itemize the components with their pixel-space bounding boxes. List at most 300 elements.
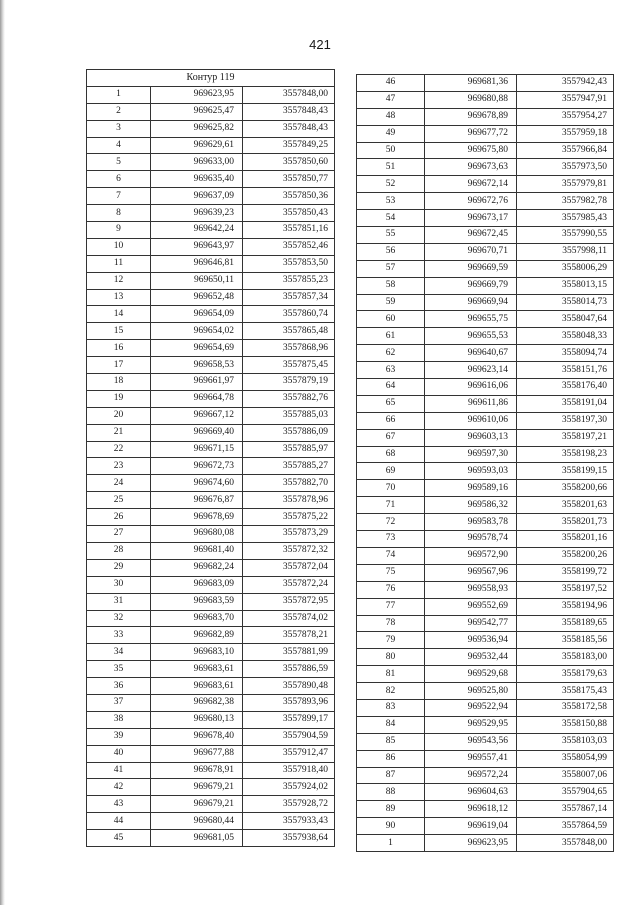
coord-x: 969673,63 xyxy=(425,159,517,176)
coord-y: 3557990,55 xyxy=(517,227,614,244)
table-row xyxy=(87,728,335,745)
coord-y: 3558201,63 xyxy=(517,497,614,514)
table-row xyxy=(87,559,335,576)
point-number: 47 xyxy=(357,91,425,108)
coord-y: 3558150,88 xyxy=(517,716,614,733)
table-row xyxy=(87,678,335,695)
point-number: 21 xyxy=(87,424,151,441)
coord-y: 3558013,15 xyxy=(517,277,614,294)
coord-y: 3558185,56 xyxy=(517,632,614,649)
coord-x: 969654,02 xyxy=(151,323,243,340)
coord-y: 3557855,23 xyxy=(243,272,335,289)
coord-y: 3557966,84 xyxy=(517,142,614,159)
coord-x: 969678,89 xyxy=(425,108,517,125)
point-number: 20 xyxy=(87,407,151,424)
point-number: 28 xyxy=(87,542,151,559)
point-number: 31 xyxy=(87,593,151,610)
point-number: 5 xyxy=(87,154,151,171)
point-number: 1 xyxy=(87,86,151,103)
coord-y: 3558200,26 xyxy=(517,547,614,564)
point-number: 53 xyxy=(357,193,425,210)
coord-y: 3557848,00 xyxy=(517,835,614,852)
coord-x: 969625,82 xyxy=(151,120,243,137)
point-number: 9 xyxy=(87,222,151,239)
point-number: 15 xyxy=(87,323,151,340)
table-row xyxy=(87,745,335,762)
table-row xyxy=(357,547,614,564)
coord-y: 3557973,50 xyxy=(517,159,614,176)
point-number: 33 xyxy=(87,627,151,644)
coord-x: 969583,78 xyxy=(425,514,517,531)
coord-y: 3558201,73 xyxy=(517,514,614,531)
point-number: 7 xyxy=(87,188,151,205)
point-number: 60 xyxy=(357,311,425,328)
table-row xyxy=(87,542,335,559)
table-row xyxy=(87,627,335,644)
coord-x: 969618,12 xyxy=(425,801,517,818)
table-row xyxy=(87,492,335,509)
coord-x: 969681,40 xyxy=(151,542,243,559)
table-row xyxy=(357,91,614,108)
coord-y: 3557942,43 xyxy=(517,75,614,92)
coord-x: 969655,75 xyxy=(425,311,517,328)
point-number: 87 xyxy=(357,767,425,784)
coord-x: 969529,95 xyxy=(425,716,517,733)
point-number: 32 xyxy=(87,610,151,627)
point-number: 49 xyxy=(357,125,425,142)
table-row xyxy=(87,526,335,543)
contour-title: Контур 119 xyxy=(87,70,335,87)
coord-y: 3558103,03 xyxy=(517,733,614,750)
point-number: 42 xyxy=(87,779,151,796)
coord-x: 969532,44 xyxy=(425,649,517,666)
table-row xyxy=(357,176,614,193)
table-row xyxy=(87,593,335,610)
point-number: 81 xyxy=(357,666,425,683)
table-row xyxy=(87,137,335,154)
coord-x: 969589,16 xyxy=(425,480,517,497)
coord-y: 3557904,65 xyxy=(517,784,614,801)
table-row xyxy=(357,733,614,750)
coord-x: 969572,24 xyxy=(425,767,517,784)
coord-x: 969529,68 xyxy=(425,666,517,683)
table-row xyxy=(357,750,614,767)
coord-x: 969610,06 xyxy=(425,412,517,429)
table-row xyxy=(87,289,335,306)
coord-x: 969543,56 xyxy=(425,733,517,750)
point-number: 82 xyxy=(357,683,425,700)
point-number: 34 xyxy=(87,644,151,661)
table-row xyxy=(87,103,335,120)
coord-x: 969623,95 xyxy=(151,86,243,103)
table-row xyxy=(87,407,335,424)
coord-x: 969669,79 xyxy=(425,277,517,294)
coord-y: 3557852,46 xyxy=(243,238,335,255)
coord-x: 969639,23 xyxy=(151,205,243,222)
coord-x: 969604,63 xyxy=(425,784,517,801)
point-number: 62 xyxy=(357,345,425,362)
coord-x: 969522,94 xyxy=(425,699,517,716)
coord-x: 969558,93 xyxy=(425,581,517,598)
coord-x: 969680,44 xyxy=(151,813,243,830)
coord-x: 969652,48 xyxy=(151,289,243,306)
point-number: 88 xyxy=(357,784,425,801)
coord-y: 3558014,73 xyxy=(517,294,614,311)
table-row xyxy=(87,188,335,205)
table-row xyxy=(87,357,335,374)
coord-y: 3557879,19 xyxy=(243,374,335,391)
coord-x: 969623,14 xyxy=(425,362,517,379)
table-row xyxy=(87,762,335,779)
coord-x: 969680,13 xyxy=(151,711,243,728)
point-number: 25 xyxy=(87,492,151,509)
coord-y: 3558047,64 xyxy=(517,311,614,328)
coord-x: 969678,91 xyxy=(151,762,243,779)
coord-y: 3557850,36 xyxy=(243,188,335,205)
point-number: 45 xyxy=(87,830,151,847)
coord-y: 3558197,30 xyxy=(517,412,614,429)
coord-y: 3557853,50 xyxy=(243,255,335,272)
coord-x: 969611,86 xyxy=(425,395,517,412)
coordinates-table-right xyxy=(356,74,614,852)
table-row xyxy=(87,340,335,357)
table-row xyxy=(357,784,614,801)
coord-y: 3557857,34 xyxy=(243,289,335,306)
coord-x: 969683,10 xyxy=(151,644,243,661)
point-number: 1 xyxy=(357,835,425,852)
coord-x: 969664,78 xyxy=(151,390,243,407)
point-number: 10 xyxy=(87,238,151,255)
table-row xyxy=(87,255,335,272)
table-row xyxy=(357,379,614,396)
table-row xyxy=(357,767,614,784)
coord-y: 3557850,77 xyxy=(243,171,335,188)
point-number: 29 xyxy=(87,559,151,576)
table-row xyxy=(357,818,614,835)
point-number: 48 xyxy=(357,108,425,125)
table-row xyxy=(357,801,614,818)
coord-x: 969683,70 xyxy=(151,610,243,627)
point-number: 2 xyxy=(87,103,151,120)
coord-y: 3557860,74 xyxy=(243,306,335,323)
table-row xyxy=(87,779,335,796)
point-number: 86 xyxy=(357,750,425,767)
point-number: 65 xyxy=(357,395,425,412)
table-row xyxy=(87,644,335,661)
coord-x: 969679,21 xyxy=(151,796,243,813)
coord-y: 3557886,09 xyxy=(243,424,335,441)
coord-y: 3557985,43 xyxy=(517,210,614,227)
coord-x: 969673,17 xyxy=(425,210,517,227)
point-number: 43 xyxy=(87,796,151,813)
coord-x: 969603,13 xyxy=(425,429,517,446)
coord-x: 969654,69 xyxy=(151,340,243,357)
coord-x: 969672,45 xyxy=(425,227,517,244)
point-number: 46 xyxy=(357,75,425,92)
coord-y: 3557979,81 xyxy=(517,176,614,193)
coord-y: 3557878,96 xyxy=(243,492,335,509)
table-row xyxy=(357,564,614,581)
point-number: 69 xyxy=(357,463,425,480)
page-number: 421 xyxy=(309,37,331,52)
table-row xyxy=(357,227,614,244)
table-row xyxy=(87,475,335,492)
coord-y: 3557850,43 xyxy=(243,205,335,222)
point-number: 61 xyxy=(357,328,425,345)
coord-y: 3557885,03 xyxy=(243,407,335,424)
table-row xyxy=(87,694,335,711)
point-number: 70 xyxy=(357,480,425,497)
coord-x: 969635,40 xyxy=(151,171,243,188)
point-number: 38 xyxy=(87,711,151,728)
point-number: 44 xyxy=(87,813,151,830)
table-row xyxy=(357,615,614,632)
coord-y: 3557850,60 xyxy=(243,154,335,171)
coord-y: 3557872,95 xyxy=(243,593,335,610)
table-row xyxy=(357,108,614,125)
coord-y: 3557947,91 xyxy=(517,91,614,108)
table-row xyxy=(357,294,614,311)
table-row xyxy=(357,632,614,649)
table-row xyxy=(357,125,614,142)
table-row xyxy=(357,666,614,683)
coord-y: 3558183,00 xyxy=(517,649,614,666)
coord-x: 969681,36 xyxy=(425,75,517,92)
coord-x: 969578,74 xyxy=(425,531,517,548)
table-row xyxy=(87,154,335,171)
point-number: 75 xyxy=(357,564,425,581)
coord-x: 969616,06 xyxy=(425,379,517,396)
coord-y: 3558199,15 xyxy=(517,463,614,480)
coord-x: 969572,90 xyxy=(425,547,517,564)
table-row xyxy=(357,311,614,328)
table-row xyxy=(357,159,614,176)
coord-x: 969683,61 xyxy=(151,678,243,695)
coord-y: 3557868,96 xyxy=(243,340,335,357)
coord-x: 969677,88 xyxy=(151,745,243,762)
coord-y: 3557924,02 xyxy=(243,779,335,796)
point-number: 22 xyxy=(87,441,151,458)
table-row xyxy=(357,480,614,497)
point-number: 67 xyxy=(357,429,425,446)
table-row xyxy=(87,424,335,441)
coord-y: 3557885,27 xyxy=(243,458,335,475)
coord-y: 3557872,24 xyxy=(243,576,335,593)
coord-y: 3558194,96 xyxy=(517,598,614,615)
table-row xyxy=(357,649,614,666)
coord-x: 969672,14 xyxy=(425,176,517,193)
point-number: 85 xyxy=(357,733,425,750)
coord-y: 3557848,43 xyxy=(243,120,335,137)
coord-y: 3557874,02 xyxy=(243,610,335,627)
table-row xyxy=(87,458,335,475)
coord-x: 969671,15 xyxy=(151,441,243,458)
coord-x: 969683,59 xyxy=(151,593,243,610)
point-number: 58 xyxy=(357,277,425,294)
table-row xyxy=(357,699,614,716)
point-number: 90 xyxy=(357,818,425,835)
coord-y: 3558197,52 xyxy=(517,581,614,598)
coord-y: 3557867,14 xyxy=(517,801,614,818)
table-row xyxy=(357,835,614,852)
table-row xyxy=(357,328,614,345)
point-number: 51 xyxy=(357,159,425,176)
coord-y: 3557933,43 xyxy=(243,813,335,830)
coord-x: 969669,40 xyxy=(151,424,243,441)
table-row xyxy=(357,429,614,446)
point-number: 23 xyxy=(87,458,151,475)
coord-x: 969677,72 xyxy=(425,125,517,142)
coord-y: 3557982,78 xyxy=(517,193,614,210)
table-row xyxy=(357,412,614,429)
coord-x: 969552,69 xyxy=(425,598,517,615)
coord-y: 3557938,64 xyxy=(243,830,335,847)
point-number: 80 xyxy=(357,649,425,666)
point-number: 39 xyxy=(87,728,151,745)
coord-y: 3557875,22 xyxy=(243,509,335,526)
coord-y: 3557848,43 xyxy=(243,103,335,120)
point-number: 63 xyxy=(357,362,425,379)
point-number: 30 xyxy=(87,576,151,593)
point-number: 18 xyxy=(87,374,151,391)
table-row xyxy=(87,796,335,813)
coord-x: 969683,61 xyxy=(151,661,243,678)
table-row xyxy=(357,581,614,598)
point-number: 11 xyxy=(87,255,151,272)
table-row xyxy=(87,323,335,340)
coord-x: 969586,32 xyxy=(425,497,517,514)
coord-x: 969669,94 xyxy=(425,294,517,311)
coord-x: 969642,24 xyxy=(151,222,243,239)
coord-y: 3558198,23 xyxy=(517,446,614,463)
point-number: 35 xyxy=(87,661,151,678)
coord-y: 3557890,48 xyxy=(243,678,335,695)
table-row xyxy=(357,75,614,92)
coord-x: 969680,88 xyxy=(425,91,517,108)
scan-edge xyxy=(0,0,5,905)
coord-y: 3557864,59 xyxy=(517,818,614,835)
point-number: 57 xyxy=(357,260,425,277)
point-number: 71 xyxy=(357,497,425,514)
table-row xyxy=(87,610,335,627)
point-number: 64 xyxy=(357,379,425,396)
coord-y: 3557872,04 xyxy=(243,559,335,576)
coord-y: 3558054,99 xyxy=(517,750,614,767)
table-row xyxy=(357,193,614,210)
coord-x: 969654,09 xyxy=(151,306,243,323)
coord-x: 969623,95 xyxy=(425,835,517,852)
point-number: 19 xyxy=(87,390,151,407)
table-row xyxy=(357,395,614,412)
coord-y: 3558048,33 xyxy=(517,328,614,345)
coord-y: 3557848,00 xyxy=(243,86,335,103)
coord-y: 3557954,27 xyxy=(517,108,614,125)
coord-y: 3557851,16 xyxy=(243,222,335,239)
table-row xyxy=(357,345,614,362)
coord-x: 969670,71 xyxy=(425,243,517,260)
point-number: 13 xyxy=(87,289,151,306)
coord-x: 969678,40 xyxy=(151,728,243,745)
coord-x: 969567,96 xyxy=(425,564,517,581)
point-number: 79 xyxy=(357,632,425,649)
coord-x: 969672,73 xyxy=(151,458,243,475)
coord-x: 969658,53 xyxy=(151,357,243,374)
coord-x: 969629,61 xyxy=(151,137,243,154)
point-number: 24 xyxy=(87,475,151,492)
table-title-row xyxy=(87,70,335,87)
point-number: 84 xyxy=(357,716,425,733)
coord-y: 3557882,70 xyxy=(243,475,335,492)
coord-x: 969646,81 xyxy=(151,255,243,272)
point-number: 59 xyxy=(357,294,425,311)
table-row xyxy=(87,120,335,137)
coord-x: 969681,05 xyxy=(151,830,243,847)
point-number: 73 xyxy=(357,531,425,548)
point-number: 89 xyxy=(357,801,425,818)
coord-x: 969679,21 xyxy=(151,779,243,796)
point-number: 14 xyxy=(87,306,151,323)
point-number: 6 xyxy=(87,171,151,188)
table-row xyxy=(357,142,614,159)
coord-x: 969633,00 xyxy=(151,154,243,171)
coord-y: 3558176,40 xyxy=(517,379,614,396)
coord-x: 969674,60 xyxy=(151,475,243,492)
point-number: 72 xyxy=(357,514,425,531)
table-row xyxy=(87,813,335,830)
table-row xyxy=(357,446,614,463)
point-number: 12 xyxy=(87,272,151,289)
table-row xyxy=(87,576,335,593)
coord-x: 969675,80 xyxy=(425,142,517,159)
point-number: 26 xyxy=(87,509,151,526)
coord-y: 3558189,65 xyxy=(517,615,614,632)
coord-x: 969525,80 xyxy=(425,683,517,700)
table-row xyxy=(357,598,614,615)
table-row xyxy=(87,272,335,289)
coord-y: 3557881,99 xyxy=(243,644,335,661)
coord-x: 969683,09 xyxy=(151,576,243,593)
point-number: 16 xyxy=(87,340,151,357)
coord-x: 969557,41 xyxy=(425,750,517,767)
table-row xyxy=(87,441,335,458)
point-number: 37 xyxy=(87,694,151,711)
table-row xyxy=(87,86,335,103)
table-row xyxy=(357,277,614,294)
coord-x: 969536,94 xyxy=(425,632,517,649)
coord-y: 3557918,40 xyxy=(243,762,335,779)
point-number: 41 xyxy=(87,762,151,779)
point-number: 8 xyxy=(87,205,151,222)
point-number: 3 xyxy=(87,120,151,137)
point-number: 40 xyxy=(87,745,151,762)
coord-x: 969669,59 xyxy=(425,260,517,277)
table-row xyxy=(357,210,614,227)
table-row xyxy=(87,171,335,188)
coord-y: 3558200,66 xyxy=(517,480,614,497)
table-row xyxy=(87,306,335,323)
coord-x: 969593,03 xyxy=(425,463,517,480)
coord-y: 3557899,17 xyxy=(243,711,335,728)
coord-y: 3558151,76 xyxy=(517,362,614,379)
table-row xyxy=(357,463,614,480)
point-number: 77 xyxy=(357,598,425,615)
coord-x: 969650,11 xyxy=(151,272,243,289)
point-number: 83 xyxy=(357,699,425,716)
table-row xyxy=(87,205,335,222)
coord-y: 3557886,59 xyxy=(243,661,335,678)
coord-y: 3558006,29 xyxy=(517,260,614,277)
coord-y: 3558172,58 xyxy=(517,699,614,716)
